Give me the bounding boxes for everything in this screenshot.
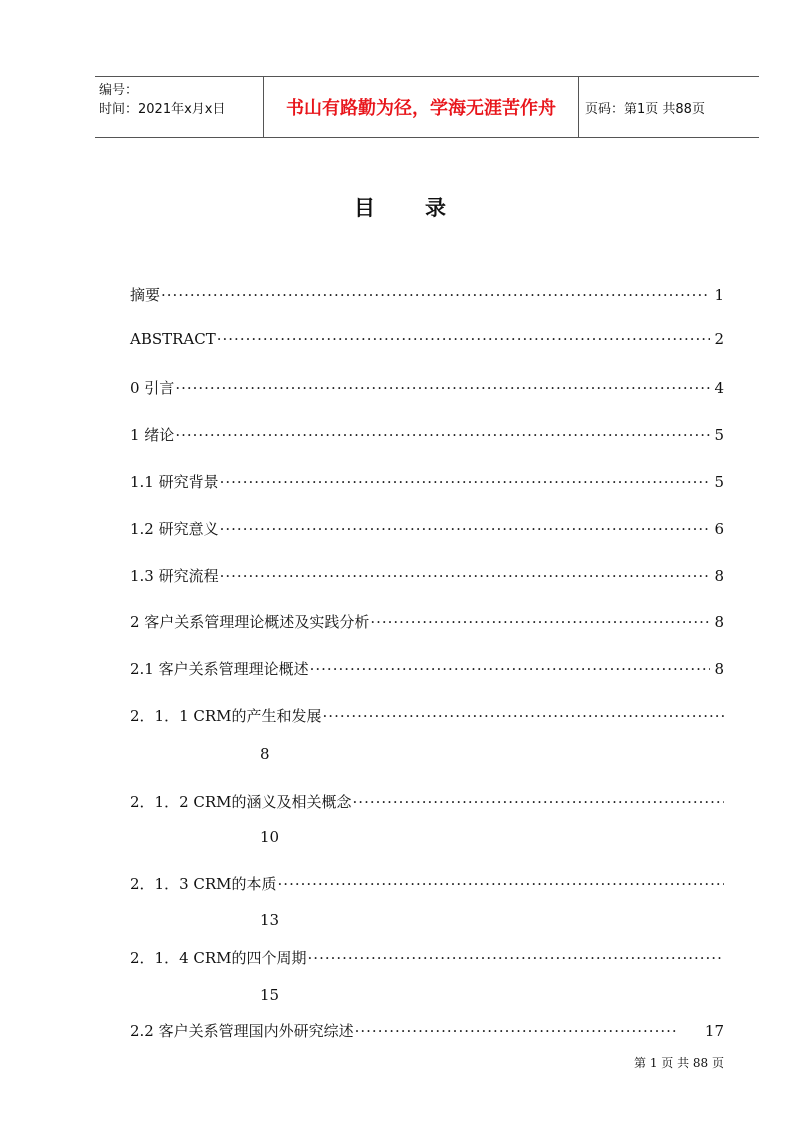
toc-entry[interactable]: [130, 424, 724, 450]
toc-entry[interactable]: [130, 947, 724, 973]
header-meta: [95, 77, 263, 137]
toc-entry-label: 2.2 客户关系管理国内外研究综述: [130, 1022, 354, 1040]
toc-entry-page: 2: [714, 330, 724, 348]
toc-leader: [353, 793, 724, 811]
page-footer: 第 1 页 共 88 页: [634, 1056, 724, 1070]
toc-entry[interactable]: [130, 565, 724, 591]
toc-entry-page: 5: [714, 473, 724, 491]
toc-entry[interactable]: [130, 471, 724, 497]
toc-entry-page: 4: [714, 379, 724, 397]
toc-entry-label: ABSTRACT: [130, 330, 216, 348]
toc-entry-page: 8: [714, 567, 724, 585]
toc-entry-label: 1.1 研究背景: [130, 473, 219, 491]
toc-entry[interactable]: [130, 330, 724, 356]
toc-entry-page: 6: [714, 520, 724, 538]
toc-leader: [220, 520, 710, 538]
toc-entry-page: 8: [714, 613, 724, 631]
toc-entry[interactable]: [130, 658, 724, 684]
toc-entry-page: 5: [714, 426, 724, 444]
toc-entry[interactable]: [130, 377, 724, 403]
toc-entry-label: 1.3 研究流程: [130, 567, 219, 585]
toc-entry-label: 2.1 客户关系管理理论概述: [130, 660, 309, 678]
time-label: 时间：2021年x月x日: [99, 102, 226, 117]
toc-entry-page: 1: [714, 286, 724, 304]
toc-entry[interactable]: [130, 1020, 724, 1046]
toc-entry-label: 2．1．1 CRM的产生和发展: [130, 707, 322, 725]
toc-leader: [355, 1022, 677, 1040]
toc-entry-label: 2 客户关系管理理论概述及实践分析: [130, 613, 370, 631]
toc-entry-label: 2．1．2 CRM的涵义及相关概念: [130, 793, 352, 811]
toc-entry-label: 0 引言: [130, 379, 175, 397]
toc-leader: [175, 379, 710, 397]
motto: 书山有路勤为径，学海无涯苦作舟: [263, 77, 579, 137]
toc-entry-label: 2．1．3 CRM的本质: [130, 875, 277, 893]
header-band: [95, 76, 759, 138]
number-label: 编号：: [99, 83, 139, 98]
toc-entry-page: 13: [260, 911, 280, 929]
header-page-info: 页码：第1页 共88页: [585, 101, 705, 117]
toc-entry[interactable]: [130, 873, 724, 899]
toc-entry[interactable]: [130, 791, 724, 817]
toc-leader: [278, 875, 724, 893]
toc-entry-label: 摘要: [130, 286, 161, 304]
toc-entry-label: 2．1．4 CRM的四个周期: [130, 949, 307, 967]
toc-leader: [217, 330, 710, 348]
toc-entry[interactable]: [130, 284, 724, 310]
toc-leader: [370, 613, 710, 631]
toc-entry-page: 15: [260, 986, 280, 1004]
toc-leader: [310, 660, 710, 678]
toc-entry[interactable]: [130, 705, 724, 731]
toc-entry-page: 10: [260, 828, 280, 846]
toc-entry[interactable]: [130, 518, 724, 544]
page-title: 目录: [354, 196, 496, 220]
toc-leader: [161, 286, 710, 304]
toc-leader: [175, 426, 710, 444]
toc-entry-page: 17: [704, 1022, 724, 1040]
toc-entry-page: 8: [714, 660, 724, 678]
toc-entry-page: 8: [260, 745, 270, 763]
toc-entry-label: 1.2 研究意义: [130, 520, 219, 538]
toc-leader: [323, 707, 724, 725]
toc-leader: [220, 473, 710, 491]
toc-entry[interactable]: [130, 611, 724, 637]
toc-leader: [220, 567, 710, 585]
toc-entry-label: 1 绪论: [130, 426, 175, 444]
toc-leader: [308, 949, 724, 967]
